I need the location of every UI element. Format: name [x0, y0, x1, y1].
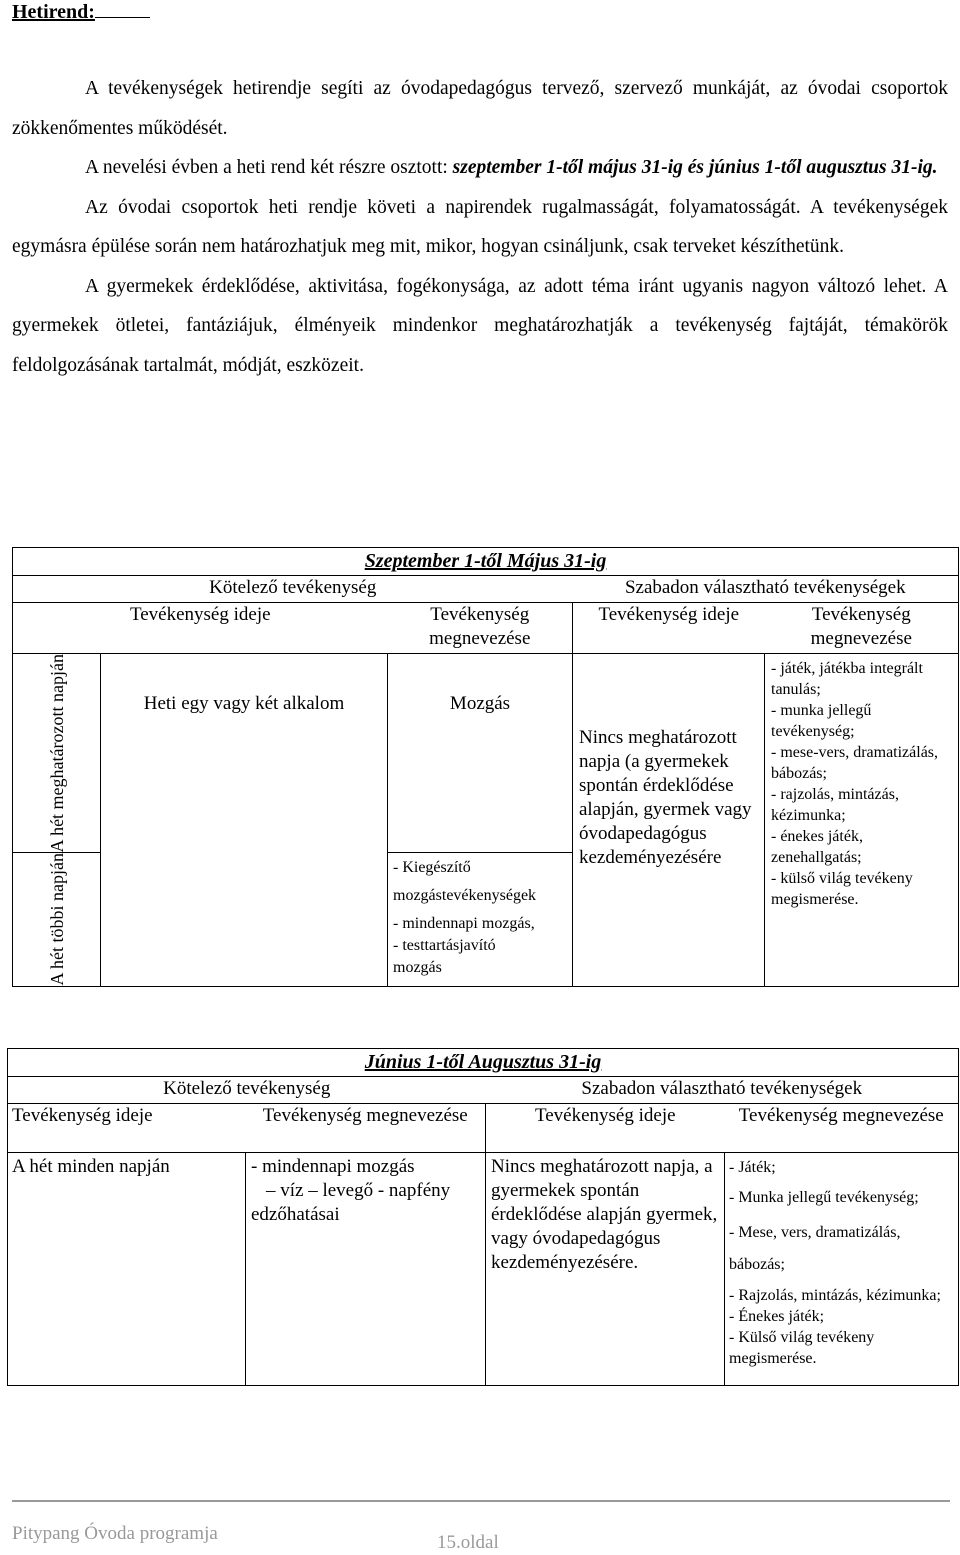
table2-free-item: - Énekes játék;	[729, 1308, 825, 1325]
intro-text	[12, 69, 948, 385]
table2-free-item: - Munka jellegű tevékenység;	[729, 1189, 919, 1206]
table1-row2-label: A hét többi napján	[46, 853, 67, 986]
table1-free-time: Nincs meghatározott napja (a gyermekek spontán érdeklődése alapján, gyermek vagy óvodapedagógus kezdeményezésére	[573, 654, 765, 987]
table1-row1-time: Heti egy vagy két alkalom	[101, 654, 388, 987]
paragraph-2: A nevelési évben a heti rend két részre osztott: szeptember 1-től május 31-ig és június 1-től augusztus 31-ig.	[85, 157, 938, 178]
paragraph-1: A tevékenységek hetirendje segíti az óvodapedagógus tervező, szervező munkáját, az óvodai csoportok zökkenőmentes működését.	[12, 78, 948, 139]
table2-free-time: Nincs meghatározott napja, a gyermekek spontán érdeklődése alapján gyermek, vagy óvodapedagógus kezdeményezésére.	[486, 1153, 725, 1386]
page-heading: Hetirend:	[12, 1, 150, 24]
table1-free-item: - énekes játék, zenehallgatás;	[771, 828, 863, 866]
table2-free-item: - Rajzolás, mintázás, kézimunka;	[729, 1287, 941, 1304]
table1-mandatory-header: Kötelező tevékenység	[13, 576, 573, 603]
table2-free-item: - Játék;	[729, 1159, 776, 1176]
table2-free-item: - Mese, vers, dramatizálás, bábozás;	[729, 1224, 901, 1273]
table1-free-item: - munka jellegű tevékenység;	[771, 702, 872, 740]
table2-free-col-name: Tevékenység megnevezése	[725, 1104, 959, 1153]
table1-free-item: - mese-vers, dramatizálás, bábozás;	[771, 744, 939, 782]
table1-col-time: Tevékenység ideje	[13, 603, 388, 654]
footer-page-number: 15.oldal	[437, 1532, 499, 1553]
table2-mandatory-header: Kötelező tevékenység	[8, 1077, 486, 1104]
table2-free-header: Szabadon választható tevékenységek	[486, 1077, 959, 1104]
table2-row-name: - mindennapi mozgás – víz – levegő - napfény edzőhatásai	[246, 1153, 486, 1386]
table2-row-time: A hét minden napján	[8, 1153, 246, 1386]
table1-free-col-name: Tevékenység megnevezése	[765, 603, 959, 654]
table2-caption: Június 1-től Augusztus 31-ig	[8, 1049, 959, 1077]
table1-row1-name: Mozgás	[388, 654, 573, 853]
table2-free-item: - Külső világ tevékeny megismerése.	[729, 1329, 875, 1367]
table1-row2-label-cell	[13, 853, 101, 986]
table1-row1-label-cell	[13, 654, 101, 853]
table2-col-time: Tevékenység ideje	[8, 1104, 246, 1153]
table2-col-name: Tevékenység megnevezése	[246, 1104, 486, 1153]
footer-divider	[12, 1500, 950, 1502]
table1-row2-name: - Kiegészítő mozgástevékenységek - mindennapi mozgás, - testtartásjavító mozgás	[388, 853, 573, 986]
table1-caption: Szeptember 1-től Május 31-ig	[13, 548, 959, 576]
paragraph-3: Az óvodai csoportok heti rendje követi a napirendek rugalmasságát, folyamatosságát. A tevékenységek egymásra épülése során nem határozhatjuk meg mit, mikor, hogyan csináljunk, csak terveket készíthetünk.	[12, 196, 948, 257]
footer-program-name: Pitypang Óvoda programja	[12, 1523, 218, 1544]
table1-free-item: - külső világ tevékeny megismerése.	[771, 870, 913, 908]
table1-free-header: Szabadon választható tevékenységek	[573, 576, 959, 603]
table1-free-list	[765, 654, 959, 987]
table2-free-list	[725, 1153, 959, 1386]
table1-free-col-time: Tevékenység ideje	[573, 603, 765, 654]
table1-col-name: Tevékenység megnevezése	[388, 603, 573, 654]
table1-free-item: - játék, játékba integrált tanulás;	[771, 660, 923, 698]
table1-free-item: - rajzolás, mintázás, kézimunka;	[771, 786, 899, 824]
school-year-periods: szeptember 1-től május 31-ig és június 1-től augusztus 31-ig.	[452, 157, 938, 178]
weekly-schedule-table-summer	[7, 1048, 959, 1386]
paragraph-4: A gyermekek érdeklődése, aktivitása, fogékonysága, az adott téma iránt ugyanis nagyon változó lehet. A gyermekek ötletei, fantáziájuk, élményeik mindenkor meghatározhatják a tevékenység fajtáját, témakörök feldolgozásának tartalmát, módját, eszközeit.	[12, 275, 948, 376]
table2-free-col-time: Tevékenység ideje	[486, 1104, 725, 1153]
table1-row1-label: A hét meghatározott napján	[46, 654, 67, 853]
weekly-schedule-table-autumn	[12, 547, 959, 987]
